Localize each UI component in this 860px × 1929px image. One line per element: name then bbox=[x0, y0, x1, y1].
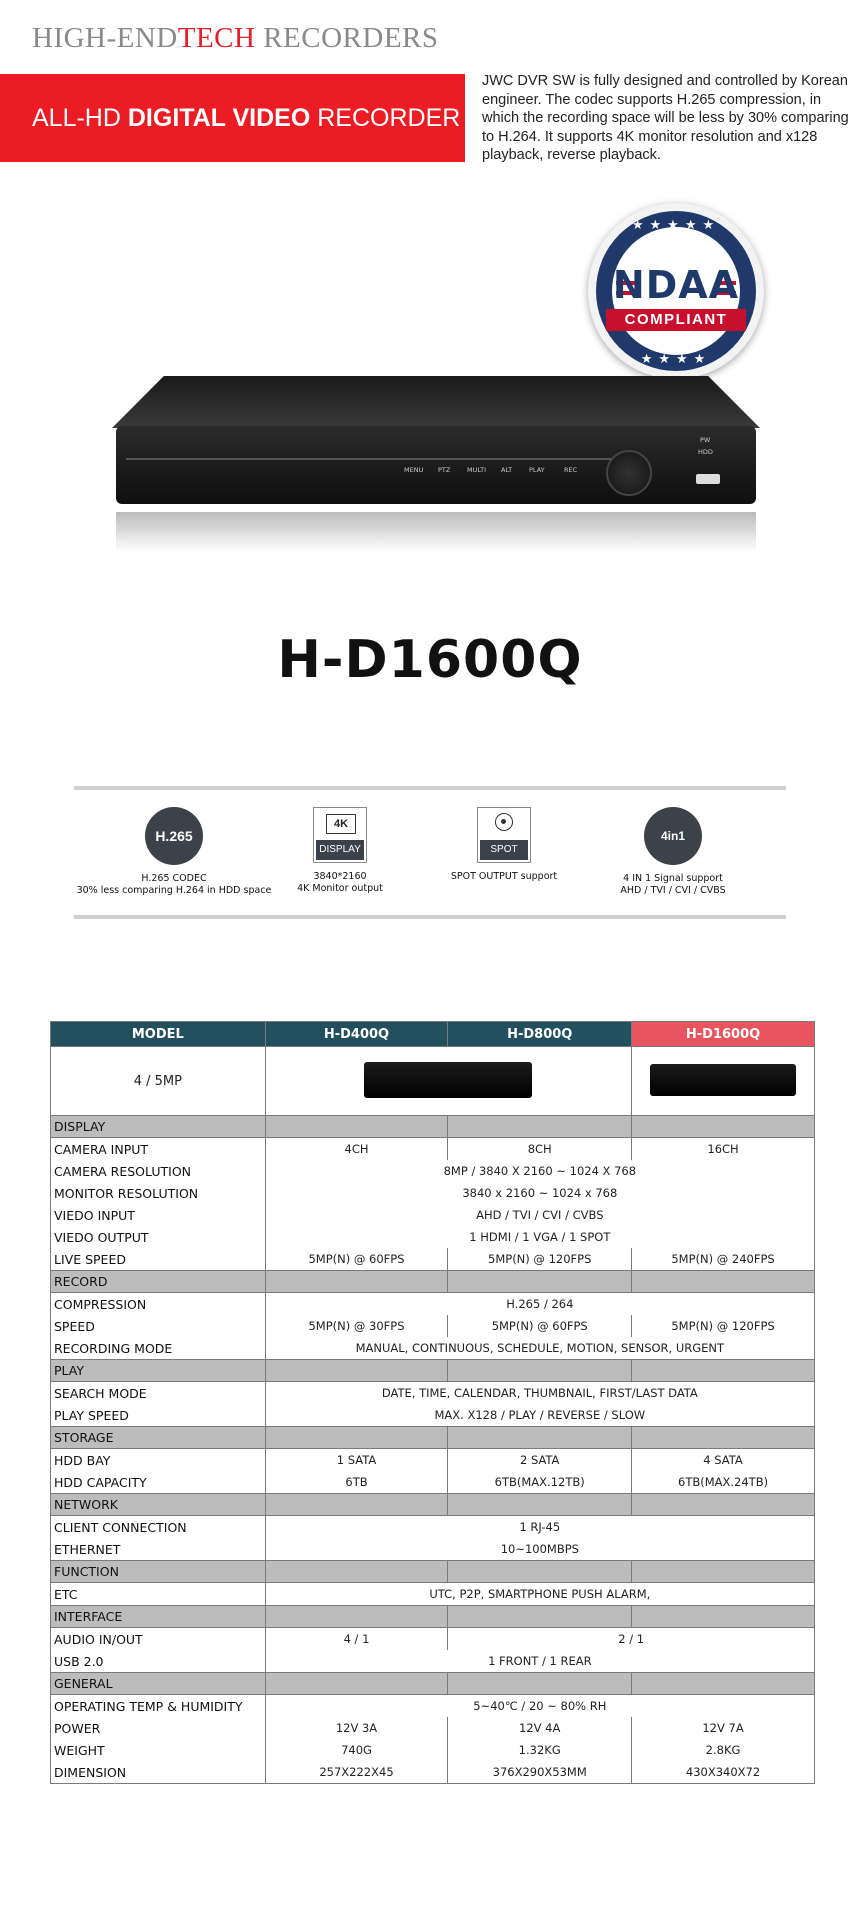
usb-port-icon bbox=[696, 474, 720, 484]
feature-line2: AHD / TVI / CVI / CVBS bbox=[620, 885, 726, 896]
cell-value: AHD / TVI / CVI / CVBS bbox=[265, 1204, 814, 1226]
cell-value: 4CH bbox=[265, 1138, 448, 1161]
row-label: ETHERNET bbox=[51, 1538, 266, 1561]
dvr-reflection bbox=[116, 512, 756, 552]
row-label: VIEDO INPUT bbox=[51, 1204, 266, 1226]
spot-label: SPOT bbox=[480, 840, 528, 860]
table-row bbox=[51, 1717, 815, 1739]
dvr-product-image bbox=[112, 376, 760, 508]
dvr-button-label: MENU bbox=[404, 466, 424, 474]
feature-line2: 30% less comparing H.264 in HDD space bbox=[76, 885, 272, 896]
row-label: POWER bbox=[51, 1717, 266, 1739]
tagline-highlight: TECH bbox=[177, 22, 256, 54]
badge-word: NDAA bbox=[612, 263, 740, 307]
table-row bbox=[51, 1138, 815, 1161]
cell-value: 6TB(MAX.12TB) bbox=[448, 1471, 632, 1494]
row-label: DIMENSION bbox=[51, 1761, 266, 1784]
banner-post: RECORDER bbox=[310, 104, 461, 132]
table-header-row bbox=[51, 1022, 815, 1047]
table-row bbox=[51, 1248, 815, 1271]
cell-value: UTC, P2P, SMARTPHONE PUSH ALARM, bbox=[265, 1583, 814, 1606]
dvr-thumbnail-large bbox=[632, 1047, 815, 1116]
cell-value: 12V 4A bbox=[448, 1717, 632, 1739]
model-title: H-D1600Q bbox=[277, 630, 583, 690]
row-label: USB 2.0 bbox=[51, 1650, 266, 1673]
cell-value: MAX. X128 / PLAY / REVERSE / SLOW bbox=[265, 1404, 814, 1427]
h265-icon: H.265 bbox=[145, 807, 203, 865]
dvr-hdd-label: HDD bbox=[698, 448, 713, 456]
cell-value: 5MP(N) @ 240FPS bbox=[632, 1248, 815, 1271]
section-storage: STORAGE bbox=[51, 1427, 266, 1449]
dvr-front-strip bbox=[126, 458, 634, 460]
tagline-pre: HIGH-END bbox=[32, 22, 178, 54]
row-label: WEIGHT bbox=[51, 1739, 266, 1761]
feature-top-divider bbox=[74, 786, 786, 790]
dvr-thumbnail-icon bbox=[650, 1064, 796, 1096]
table-row bbox=[51, 1538, 815, 1561]
section-row bbox=[51, 1673, 815, 1695]
4k-display-icon bbox=[313, 807, 367, 863]
row-label: ETC bbox=[51, 1583, 266, 1606]
dvr-button-label: PTZ bbox=[438, 466, 451, 474]
feature-line1: SPOT OUTPUT support bbox=[450, 871, 558, 882]
table-row bbox=[51, 1404, 815, 1427]
table-row bbox=[51, 1337, 815, 1360]
intro-text: JWC DVR SW is fully designed and controlled by Korean engineer. The codec supports H.265 compression, in which the recording space will be less by 30% comparing to H.264. It supports 4K monitor resolution and x128 playback, reverse playback. bbox=[482, 73, 849, 163]
section-function: FUNCTION bbox=[51, 1561, 266, 1583]
cell-value: 5~40℃ / 20 ~ 80% RH bbox=[265, 1695, 814, 1718]
cell-value: 1.32KG bbox=[448, 1739, 632, 1761]
cell-value: 430X340X72 bbox=[632, 1761, 815, 1784]
row-label: COMPRESSION bbox=[51, 1293, 266, 1316]
cell-value: 5MP(N) @ 120FPS bbox=[632, 1315, 815, 1337]
section-row bbox=[51, 1494, 815, 1516]
table-row bbox=[51, 1761, 815, 1784]
section-network: NETWORK bbox=[51, 1494, 266, 1516]
dvr-thumbnail-icon bbox=[364, 1062, 532, 1098]
table-row bbox=[51, 1583, 815, 1606]
row-label: PLAY SPEED bbox=[51, 1404, 266, 1427]
feature-line1: 4 IN 1 Signal support bbox=[623, 873, 723, 884]
row-label: CAMERA RESOLUTION bbox=[51, 1160, 266, 1182]
4in1-icon: 4in1 bbox=[644, 807, 702, 865]
section-row bbox=[51, 1606, 815, 1628]
row-label: HDD CAPACITY bbox=[51, 1471, 266, 1494]
banner-bold: DIGITAL VIDEO bbox=[127, 104, 311, 132]
table-row bbox=[51, 1695, 815, 1718]
spot-output-icon bbox=[477, 807, 531, 863]
header-h-d800q: H-D800Q bbox=[448, 1022, 632, 1047]
cell-value: 12V 7A bbox=[632, 1717, 815, 1739]
cell-value: 8MP / 3840 X 2160 ~ 1024 X 768 bbox=[265, 1160, 814, 1182]
cell-value: 1 SATA bbox=[265, 1449, 448, 1472]
cell-value: 2 SATA bbox=[448, 1449, 632, 1472]
feature-caption bbox=[573, 873, 773, 897]
cell-value: 12V 3A bbox=[265, 1717, 448, 1739]
table-row bbox=[51, 1204, 815, 1226]
table-row bbox=[51, 1516, 815, 1539]
row-label: CAMERA INPUT bbox=[51, 1138, 266, 1161]
table-row bbox=[51, 1628, 815, 1651]
spec-table bbox=[50, 1021, 815, 1784]
table-row bbox=[51, 1382, 815, 1405]
cell-value: 5MP(N) @ 60FPS bbox=[265, 1248, 448, 1271]
cell-value: 2.8KG bbox=[632, 1739, 815, 1761]
section-row bbox=[51, 1116, 815, 1138]
display-label: DISPLAY bbox=[316, 840, 364, 860]
row-label: SPEED bbox=[51, 1315, 266, 1337]
section-row bbox=[51, 1427, 815, 1449]
dvr-button-label: MULTI bbox=[467, 466, 486, 474]
star-icon: ★★★★ bbox=[640, 351, 712, 366]
row-label: SEARCH MODE bbox=[51, 1382, 266, 1405]
cell-value: 10~100MBPS bbox=[265, 1538, 814, 1561]
cell-value: 16CH bbox=[632, 1138, 815, 1161]
cell-value: 740G bbox=[265, 1739, 448, 1761]
dvr-front-panel bbox=[116, 426, 756, 504]
section-record: RECORD bbox=[51, 1271, 266, 1293]
table-row bbox=[51, 1739, 815, 1761]
row-label: MONITOR RESOLUTION bbox=[51, 1182, 266, 1204]
section-row bbox=[51, 1561, 815, 1583]
feature-line1: H.265 CODEC bbox=[141, 873, 207, 884]
4k-label: 4K bbox=[326, 814, 356, 834]
dvr-button-label: PLAY bbox=[529, 466, 545, 474]
cell-value: 6TB(MAX.24TB) bbox=[632, 1471, 815, 1494]
tagline bbox=[32, 22, 439, 55]
cell-value: 5MP(N) @ 120FPS bbox=[448, 1248, 632, 1271]
cell-value: 5MP(N) @ 60FPS bbox=[448, 1315, 632, 1337]
section-interface: INTERFACE bbox=[51, 1606, 266, 1628]
cell-value: 4 / 1 bbox=[265, 1628, 448, 1651]
row-label: VIEDO OUTPUT bbox=[51, 1226, 266, 1248]
cell-value: 4 SATA bbox=[632, 1449, 815, 1472]
table-row bbox=[51, 1471, 815, 1494]
row-label: AUDIO IN/OUT bbox=[51, 1628, 266, 1651]
dvr-top-panel bbox=[112, 376, 760, 428]
row-label: OPERATING TEMP & HUMIDITY bbox=[51, 1695, 266, 1718]
header-model: MODEL bbox=[51, 1022, 266, 1047]
product-category-banner bbox=[0, 74, 465, 162]
table-row bbox=[51, 1293, 815, 1316]
section-display: DISPLAY bbox=[51, 1116, 266, 1138]
banner-pre: ALL-HD bbox=[32, 104, 128, 132]
section-general: GENERAL bbox=[51, 1673, 266, 1695]
dvr-button-label: ALT bbox=[501, 466, 513, 474]
star-icon: ★★★★★ bbox=[631, 217, 721, 232]
jog-dial-icon bbox=[606, 450, 652, 496]
cell-value: 1 HDMI / 1 VGA / 1 SPOT bbox=[265, 1226, 814, 1248]
ndaa-compliant-badge bbox=[588, 203, 764, 379]
dvr-pw-label: PW bbox=[700, 436, 711, 444]
table-row bbox=[51, 1449, 815, 1472]
dvr-thumbnail-small bbox=[265, 1047, 631, 1116]
header-h-d400q: H-D400Q bbox=[265, 1022, 448, 1047]
spot-dot-icon bbox=[495, 813, 513, 831]
cell-value: 376X290X53MM bbox=[448, 1761, 632, 1784]
feature-line1: 3840*2160 bbox=[313, 871, 367, 882]
row-label: HDD BAY bbox=[51, 1449, 266, 1472]
dvr-button-label: REC bbox=[564, 466, 578, 474]
section-row bbox=[51, 1271, 815, 1293]
cell-value: MANUAL, CONTINUOUS, SCHEDULE, MOTION, SENSOR, URGENT bbox=[265, 1337, 814, 1360]
table-row bbox=[51, 1315, 815, 1337]
header-h-d1600q: H-D1600Q bbox=[632, 1022, 815, 1047]
table-row bbox=[51, 1182, 815, 1204]
cell-value: 1 FRONT / 1 REAR bbox=[265, 1650, 814, 1673]
table-image-row bbox=[51, 1047, 815, 1116]
feature-line2: 4K Monitor output bbox=[297, 883, 383, 894]
row-label: CLIENT CONNECTION bbox=[51, 1516, 266, 1539]
image-row-label: 4 / 5MP bbox=[51, 1047, 266, 1116]
cell-value: 6TB bbox=[265, 1471, 448, 1494]
tagline-post: RECORDERS bbox=[255, 22, 439, 54]
cell-value: 257X222X45 bbox=[265, 1761, 448, 1784]
cell-value: H.265 / 264 bbox=[265, 1293, 814, 1316]
cell-value: 2 / 1 bbox=[448, 1628, 815, 1651]
feature-bottom-divider bbox=[74, 915, 786, 919]
section-row bbox=[51, 1360, 815, 1382]
table-row bbox=[51, 1160, 815, 1182]
section-play: PLAY bbox=[51, 1360, 266, 1382]
table-row bbox=[51, 1226, 815, 1248]
cell-value: DATE, TIME, CALENDAR, THUMBNAIL, FIRST/LAST DATA bbox=[265, 1382, 814, 1405]
feature-4in1 bbox=[573, 807, 773, 897]
badge-subtitle: COMPLIANT bbox=[606, 309, 746, 331]
table-row bbox=[51, 1650, 815, 1673]
cell-value: 3840 x 2160 ~ 1024 x 768 bbox=[265, 1182, 814, 1204]
row-label: RECORDING MODE bbox=[51, 1337, 266, 1360]
cell-value: 5MP(N) @ 30FPS bbox=[265, 1315, 448, 1337]
cell-value: 8CH bbox=[448, 1138, 632, 1161]
cell-value: 1 RJ-45 bbox=[265, 1516, 814, 1539]
row-label: LIVE SPEED bbox=[51, 1248, 266, 1271]
